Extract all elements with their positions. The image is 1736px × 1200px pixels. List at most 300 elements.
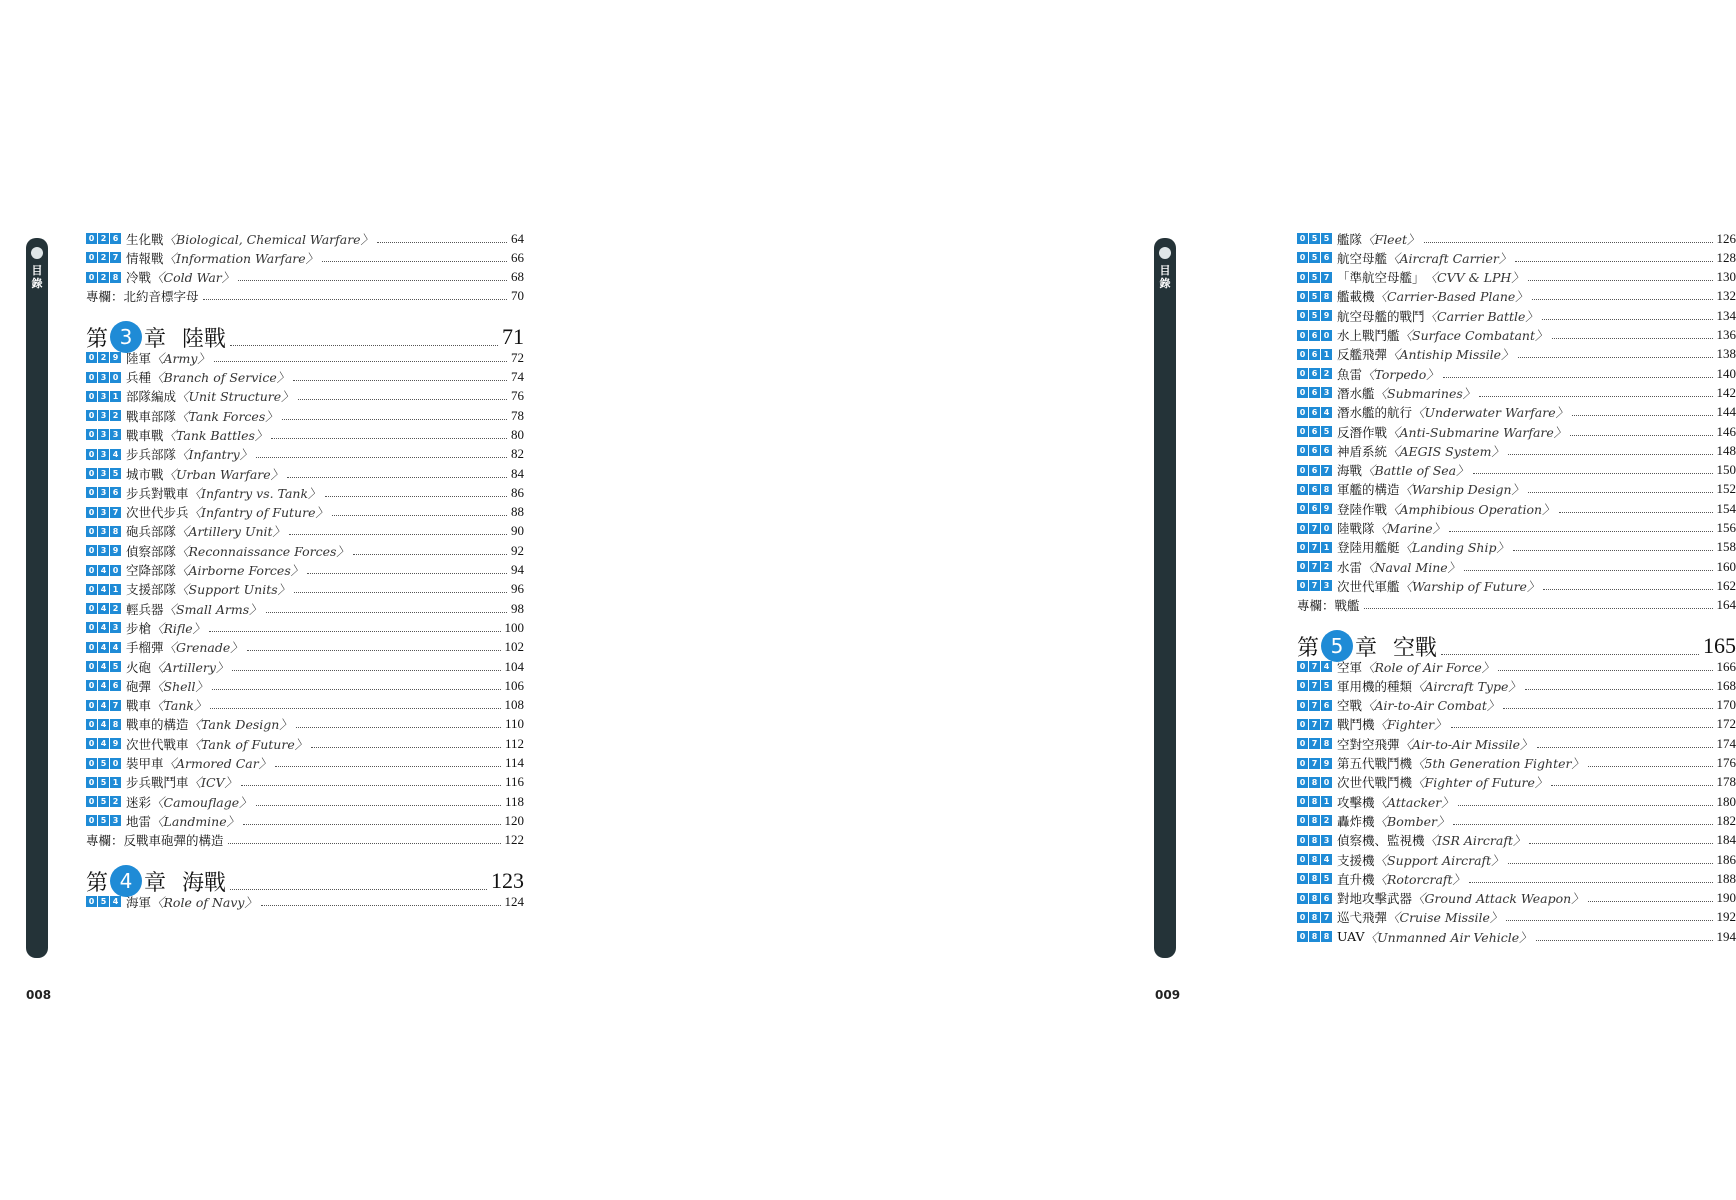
toc-entry[interactable] bbox=[1297, 715, 1736, 734]
entry-english-title: 〈Information Warfare〉 bbox=[163, 250, 319, 266]
entry-english-title: 〈Ground Attack Weapon〉 bbox=[1412, 891, 1584, 907]
entry-english-title: 〈Warship of Future〉 bbox=[1399, 578, 1540, 594]
entry-title: 登陸作戰 bbox=[1337, 501, 1388, 517]
entry-number-digit: 0 bbox=[86, 252, 97, 263]
entry-number-digit: 1 bbox=[110, 584, 121, 595]
entry-number-digit: 0 bbox=[86, 758, 97, 769]
leader-dots bbox=[230, 888, 487, 890]
entry-number-digit: 0 bbox=[1321, 330, 1332, 341]
entry-number-digit: 7 bbox=[1309, 580, 1320, 591]
entry-number-badge bbox=[86, 565, 122, 576]
entry-page-number: 90 bbox=[511, 523, 524, 539]
leader-dots bbox=[332, 514, 507, 516]
entry-number-badge bbox=[86, 777, 122, 788]
entry-page-number: 82 bbox=[511, 446, 524, 462]
entry-number-digit: 3 bbox=[98, 526, 109, 537]
toc-entry[interactable] bbox=[86, 773, 524, 792]
entry-english-title: 〈AEGIS System〉 bbox=[1387, 443, 1504, 459]
toc-entry[interactable] bbox=[1297, 657, 1736, 676]
entry-english-title: 〈Fleet〉 bbox=[1362, 231, 1420, 247]
chapter-prefix: 第 bbox=[86, 326, 109, 352]
entry-number-badge bbox=[1297, 758, 1333, 769]
entry-number-badge bbox=[86, 468, 122, 479]
toc-entry[interactable] bbox=[1297, 499, 1736, 518]
entry-title: 專欄：反戰車砲彈的構造 bbox=[86, 833, 224, 849]
chapter-page-number: 165 bbox=[1703, 633, 1736, 658]
toc-entry[interactable] bbox=[86, 268, 524, 287]
entry-number-digit: 8 bbox=[1309, 796, 1320, 807]
toc-entry[interactable] bbox=[1297, 441, 1736, 460]
entry-title: 反艦飛彈 bbox=[1337, 347, 1388, 363]
toc-entry[interactable] bbox=[1297, 480, 1736, 499]
toc-entry[interactable] bbox=[86, 541, 524, 560]
entry-number-digit: 0 bbox=[1297, 465, 1308, 476]
entry-number-badge bbox=[1297, 407, 1333, 418]
entry-title: 攻擊機 bbox=[1337, 794, 1375, 810]
entry-number-digit: 0 bbox=[1297, 873, 1308, 884]
entry-number-digit: 2 bbox=[110, 603, 121, 614]
entry-english-title: 〈Support Aircraft〉 bbox=[1374, 852, 1504, 868]
toc-entry[interactable] bbox=[1297, 287, 1736, 306]
entry-number-digit: 0 bbox=[1297, 931, 1308, 942]
entry-number-digit: 8 bbox=[1309, 931, 1320, 942]
entry-number-digit: 8 bbox=[1309, 777, 1320, 788]
toc-entry[interactable] bbox=[86, 754, 524, 773]
entry-number-digit: 8 bbox=[1321, 931, 1332, 942]
entry-number-digit: 6 bbox=[1309, 368, 1320, 379]
entry-number-digit: 8 bbox=[1309, 912, 1320, 923]
entry-number-digit: 1 bbox=[1321, 349, 1332, 360]
entry-number-badge bbox=[1297, 561, 1333, 572]
entry-title: 空對空飛彈 bbox=[1337, 736, 1400, 752]
leader-dots bbox=[1506, 919, 1712, 921]
entry-number-badge bbox=[86, 545, 122, 556]
toc-entry[interactable] bbox=[86, 561, 524, 580]
entry-page-number: 98 bbox=[511, 600, 524, 616]
entry-title: 轟炸機 bbox=[1337, 813, 1375, 829]
entry-number-badge bbox=[1297, 912, 1333, 923]
entry-number-digit: 3 bbox=[110, 815, 121, 826]
toc-entry[interactable] bbox=[86, 792, 524, 811]
entry-page-number: 174 bbox=[1716, 735, 1736, 751]
toc-entry[interactable] bbox=[86, 734, 524, 753]
entry-number-digit: 0 bbox=[86, 487, 97, 498]
entry-english-title: 〈ISR Aircraft〉 bbox=[1424, 833, 1526, 849]
entry-page-number: 160 bbox=[1716, 558, 1736, 574]
leader-dots bbox=[1537, 746, 1713, 748]
toc-entry[interactable] bbox=[86, 522, 524, 541]
toc-entry[interactable] bbox=[1297, 403, 1736, 422]
entry-number-digit: 0 bbox=[1297, 719, 1308, 730]
toc-entry[interactable] bbox=[1297, 326, 1736, 345]
entry-number-digit: 7 bbox=[1309, 542, 1320, 553]
entry-number-badge bbox=[86, 622, 122, 633]
entry-title: 空降部隊 bbox=[126, 563, 177, 578]
entry-number-digit: 0 bbox=[1297, 561, 1308, 572]
entry-number-digit: 0 bbox=[1297, 349, 1308, 360]
entry-number-digit: 0 bbox=[86, 700, 97, 711]
entry-title: 戰車 bbox=[126, 698, 152, 714]
toc-entry[interactable] bbox=[86, 657, 524, 676]
entry-title: 艦載機 bbox=[1337, 289, 1375, 305]
chapter-suffix: 章 bbox=[1355, 635, 1378, 661]
entry-title: 水上戰鬥艦 bbox=[1337, 328, 1400, 343]
entry-number-digit: 0 bbox=[1297, 233, 1308, 244]
entry-number-badge bbox=[1297, 777, 1333, 788]
entry-page-number: 142 bbox=[1716, 384, 1736, 400]
entry-title: UAV bbox=[1337, 929, 1365, 945]
toc-entry[interactable] bbox=[1297, 268, 1736, 287]
leader-dots bbox=[1498, 669, 1712, 671]
entry-number-digit: 8 bbox=[1309, 815, 1320, 826]
entry-number-digit: 4 bbox=[1321, 854, 1332, 865]
entry-number-badge bbox=[1297, 523, 1333, 534]
entry-english-title: 〈Grenade〉 bbox=[163, 640, 243, 656]
entry-number-badge bbox=[1297, 484, 1333, 495]
entry-page-number: 72 bbox=[511, 349, 524, 365]
entry-number-digit: 2 bbox=[1321, 368, 1332, 379]
leader-dots bbox=[1588, 765, 1713, 767]
toc-entry[interactable] bbox=[1297, 306, 1736, 325]
entry-page-number: 182 bbox=[1716, 812, 1736, 828]
leader-dots bbox=[1458, 804, 1713, 806]
toc-entry[interactable] bbox=[86, 387, 524, 406]
entry-page-number: 86 bbox=[511, 484, 524, 500]
leader-dots bbox=[1451, 726, 1713, 728]
entry-number-digit: 4 bbox=[1321, 407, 1332, 418]
chapter-number-badge: 4 bbox=[110, 865, 142, 897]
entry-title: 步兵戰鬥車 bbox=[126, 775, 189, 791]
entry-number-digit: 0 bbox=[86, 680, 97, 691]
entry-number-digit: 0 bbox=[86, 815, 97, 826]
entry-number-digit: 4 bbox=[98, 680, 109, 691]
entry-number-badge bbox=[1297, 503, 1333, 514]
entry-title: 砲彈 bbox=[126, 678, 152, 694]
toc-entry[interactable] bbox=[86, 464, 524, 483]
leader-dots bbox=[296, 726, 501, 728]
toc-entry[interactable] bbox=[1297, 773, 1736, 792]
entry-english-title: 〈Battle of Sea〉 bbox=[1362, 463, 1469, 479]
entry-number-digit: 9 bbox=[110, 738, 121, 749]
toc-entry[interactable] bbox=[86, 348, 524, 367]
entry-page-number: 74 bbox=[511, 369, 524, 384]
entry-number-badge bbox=[86, 642, 122, 653]
entry-title: 砲兵部隊 bbox=[126, 524, 177, 540]
entry-number-digit: 7 bbox=[1309, 719, 1320, 730]
toc-entry[interactable] bbox=[1297, 461, 1736, 480]
toc-entry[interactable] bbox=[86, 696, 524, 715]
entry-number-badge bbox=[1297, 291, 1333, 302]
toc-entry[interactable] bbox=[1297, 869, 1736, 888]
entry-english-title: 〈Marine〉 bbox=[1374, 521, 1446, 536]
toc-entry[interactable] bbox=[86, 831, 524, 850]
entry-page-number: 126 bbox=[1716, 230, 1736, 246]
entry-number-badge bbox=[1297, 835, 1333, 846]
entry-title: 海戰 bbox=[1337, 463, 1363, 479]
entry-number-badge bbox=[86, 680, 122, 691]
entry-number-digit: 8 bbox=[110, 719, 121, 730]
entry-page-number: 92 bbox=[511, 542, 524, 558]
entry-number-digit: 5 bbox=[1321, 680, 1332, 691]
entry-number-digit: 6 bbox=[110, 680, 121, 691]
entry-title: 支援機 bbox=[1337, 852, 1375, 868]
entry-title: 生化戰 bbox=[126, 231, 164, 247]
toc-entry[interactable] bbox=[86, 248, 524, 267]
side-tab-toc bbox=[1154, 238, 1176, 958]
entry-number-digit: 3 bbox=[1321, 835, 1332, 846]
entry-page-number: 158 bbox=[1716, 539, 1736, 555]
toc-entry[interactable] bbox=[1297, 422, 1736, 441]
toc-entry[interactable] bbox=[86, 368, 524, 387]
entry-title: 迷彩 bbox=[126, 794, 152, 810]
leader-dots bbox=[282, 418, 507, 420]
toc-entry[interactable] bbox=[1297, 519, 1736, 538]
side-tab-dot-icon bbox=[31, 247, 43, 259]
toc-entry[interactable] bbox=[1297, 754, 1736, 773]
entry-title: 空戰 bbox=[1337, 698, 1363, 714]
entry-number-digit: 0 bbox=[1297, 426, 1308, 437]
leader-dots bbox=[1551, 784, 1712, 786]
right-page bbox=[600, 0, 1736, 1200]
toc-entry[interactable] bbox=[1297, 383, 1736, 402]
entry-english-title: 〈Infantry vs. Tank〉 bbox=[188, 485, 321, 501]
entry-page-number: 88 bbox=[511, 504, 524, 520]
entry-number-digit: 0 bbox=[86, 661, 97, 672]
entry-number-digit: 6 bbox=[1309, 349, 1320, 360]
entry-number-digit: 9 bbox=[1321, 503, 1332, 514]
entry-number-digit: 0 bbox=[1297, 661, 1308, 672]
entry-page-number: 146 bbox=[1716, 423, 1736, 439]
entry-title: 魚雷 bbox=[1337, 366, 1363, 382]
entry-number-badge bbox=[86, 449, 122, 460]
entry-number-digit: 8 bbox=[1321, 291, 1332, 302]
entry-number-badge bbox=[1297, 854, 1333, 865]
entry-number-badge bbox=[86, 700, 122, 711]
entry-number-digit: 6 bbox=[1321, 700, 1332, 711]
entry-page-number: 116 bbox=[504, 774, 524, 790]
entry-title: 次世代軍艦 bbox=[1337, 578, 1400, 594]
leader-dots bbox=[203, 298, 507, 300]
entry-number-digit: 0 bbox=[1297, 893, 1308, 904]
toc-entry[interactable] bbox=[1297, 538, 1736, 557]
entry-english-title: 〈Role of Air Force〉 bbox=[1362, 659, 1495, 675]
entry-number-digit: 7 bbox=[1309, 738, 1320, 749]
entry-number-badge bbox=[1297, 738, 1333, 749]
entry-title: 艦隊 bbox=[1337, 231, 1363, 247]
entry-number-digit: 2 bbox=[110, 410, 121, 421]
entry-number-digit: 0 bbox=[1297, 758, 1308, 769]
entry-title: 直升機 bbox=[1337, 871, 1375, 887]
entry-number-digit: 0 bbox=[86, 738, 97, 749]
toc-entry[interactable] bbox=[86, 638, 524, 657]
entry-page-number: 104 bbox=[504, 658, 524, 674]
entry-number-digit: 0 bbox=[1297, 445, 1308, 456]
entry-number-digit: 7 bbox=[1309, 561, 1320, 572]
entry-number-digit: 3 bbox=[98, 507, 109, 518]
leader-dots bbox=[210, 707, 500, 709]
chapter-page-number: 71 bbox=[502, 324, 524, 350]
entry-page-number: 190 bbox=[1716, 890, 1736, 906]
toc-entry[interactable] bbox=[1297, 248, 1736, 267]
entry-number-digit: 4 bbox=[1321, 661, 1332, 672]
entry-english-title: 〈Unmanned Air Vehicle〉 bbox=[1364, 929, 1532, 945]
toc-entry[interactable] bbox=[86, 580, 524, 599]
entry-number-badge bbox=[1297, 680, 1333, 691]
entry-number-badge bbox=[86, 738, 122, 749]
entry-number-digit: 0 bbox=[86, 352, 97, 363]
entry-page-number: 68 bbox=[511, 269, 524, 285]
entry-page-number: 76 bbox=[511, 388, 524, 404]
entry-page-number: 108 bbox=[504, 697, 524, 713]
leader-dots bbox=[212, 688, 500, 690]
entry-english-title: 〈Biological, Chemical Warfare〉 bbox=[163, 231, 374, 247]
entry-page-number: 114 bbox=[504, 755, 524, 770]
toc-entry[interactable] bbox=[1297, 364, 1736, 383]
toc-entry[interactable] bbox=[1297, 557, 1736, 576]
toc-entry[interactable] bbox=[1297, 908, 1736, 927]
entry-number-digit: 5 bbox=[1309, 272, 1320, 283]
entry-number-digit: 8 bbox=[1309, 893, 1320, 904]
toc-entry[interactable] bbox=[86, 229, 524, 248]
entry-page-number: 150 bbox=[1716, 462, 1736, 478]
entry-title: 火砲 bbox=[126, 659, 152, 675]
leader-dots bbox=[1441, 653, 1699, 655]
toc-entry[interactable] bbox=[86, 445, 524, 464]
entry-title: 戰車戰 bbox=[126, 427, 164, 443]
entry-number-digit: 0 bbox=[86, 233, 97, 244]
entry-english-title: 〈Tank of Future〉 bbox=[188, 736, 308, 752]
toc-entry[interactable] bbox=[86, 425, 524, 444]
entry-title: 神盾系統 bbox=[1337, 443, 1388, 459]
entry-number-badge bbox=[86, 815, 122, 826]
page-number-left: 008 bbox=[26, 988, 52, 1002]
entry-number-badge bbox=[1297, 796, 1333, 807]
entry-english-title: 〈Air-to-Air Combat〉 bbox=[1362, 698, 1500, 714]
entry-number-digit: 7 bbox=[110, 507, 121, 518]
entry-english-title: 〈Naval Mine〉 bbox=[1362, 559, 1461, 575]
entry-number-badge bbox=[1297, 931, 1333, 942]
toc-entry[interactable] bbox=[86, 483, 524, 502]
toc-entry[interactable] bbox=[1297, 927, 1736, 946]
leader-dots bbox=[307, 572, 507, 574]
entry-page-number: 156 bbox=[1716, 520, 1736, 535]
toc-entry[interactable] bbox=[86, 676, 524, 695]
entry-number-digit: 3 bbox=[98, 372, 109, 383]
toc-entry[interactable] bbox=[1297, 676, 1736, 695]
leader-dots bbox=[1570, 434, 1712, 436]
entry-number-badge bbox=[1297, 233, 1333, 244]
entry-number-digit: 0 bbox=[1297, 777, 1308, 788]
entry-page-number: 152 bbox=[1716, 481, 1736, 497]
leader-dots bbox=[1464, 569, 1712, 571]
entry-english-title: 〈Warship Design〉 bbox=[1399, 482, 1525, 498]
toc-entry[interactable] bbox=[86, 715, 524, 734]
toc-entry[interactable] bbox=[86, 892, 524, 911]
chapter-title: 陸戰 bbox=[182, 326, 227, 352]
entry-number-digit: 0 bbox=[1321, 523, 1332, 534]
entry-page-number: 180 bbox=[1716, 793, 1736, 809]
toc-entry[interactable] bbox=[1297, 889, 1736, 908]
toc-entry[interactable] bbox=[86, 811, 524, 830]
entry-number-digit: 7 bbox=[1309, 758, 1320, 769]
entry-title: 潛水艦 bbox=[1337, 385, 1375, 401]
entry-number-digit: 0 bbox=[1297, 542, 1308, 553]
entry-english-title: 〈Reconnaissance Forces〉 bbox=[176, 543, 349, 559]
entry-number-badge bbox=[86, 896, 122, 907]
chapter-prefix: 第 bbox=[1297, 635, 1320, 661]
entry-title: 地雷 bbox=[126, 813, 152, 829]
entry-english-title: 〈Underwater Warfare〉 bbox=[1412, 405, 1569, 421]
entry-title: 冷戰 bbox=[126, 270, 152, 286]
toc-entry[interactable] bbox=[1297, 831, 1736, 850]
entry-page-number: 154 bbox=[1716, 500, 1736, 516]
entry-english-title: 〈Anti-Submarine Warfare〉 bbox=[1387, 424, 1567, 440]
entry-page-number: 100 bbox=[504, 619, 524, 635]
entry-number-digit: 0 bbox=[1297, 503, 1308, 514]
entry-number-digit: 9 bbox=[1321, 310, 1332, 321]
entry-number-digit: 0 bbox=[1297, 310, 1308, 321]
entry-english-title: 〈Aircraft Carrier〉 bbox=[1387, 250, 1512, 266]
entry-number-digit: 4 bbox=[98, 622, 109, 633]
toc-entry[interactable] bbox=[86, 287, 524, 306]
toc-entry[interactable] bbox=[1297, 734, 1736, 753]
entry-number-digit: 2 bbox=[98, 352, 109, 363]
entry-number-digit: 6 bbox=[1309, 330, 1320, 341]
entry-english-title: 〈Infantry〉 bbox=[176, 447, 253, 463]
entry-english-title: 〈ICV〉 bbox=[188, 775, 238, 791]
entry-number-badge bbox=[1297, 272, 1333, 283]
entry-number-digit: 6 bbox=[1309, 426, 1320, 437]
entry-number-digit: 5 bbox=[1309, 233, 1320, 244]
entry-number-badge bbox=[86, 719, 122, 730]
toc-entry[interactable] bbox=[86, 503, 524, 522]
entry-number-digit: 6 bbox=[1309, 484, 1320, 495]
entry-number-digit: 7 bbox=[1321, 272, 1332, 283]
toc-entry[interactable] bbox=[1297, 696, 1736, 715]
toc-entry[interactable] bbox=[1297, 229, 1736, 248]
toc-entry[interactable] bbox=[1297, 345, 1736, 364]
entry-page-number: 122 bbox=[504, 832, 524, 848]
entry-title: 對地攻擊武器 bbox=[1337, 891, 1413, 907]
entry-number-digit: 3 bbox=[1321, 387, 1332, 398]
entry-title: 次世代戰鬥機 bbox=[1337, 775, 1413, 791]
entry-page-number: 130 bbox=[1716, 269, 1736, 285]
leader-dots bbox=[1424, 241, 1713, 243]
toc-entry[interactable] bbox=[86, 406, 524, 425]
leader-dots bbox=[1479, 395, 1712, 397]
entry-number-badge bbox=[1297, 426, 1333, 437]
entry-number-digit: 0 bbox=[86, 372, 97, 383]
entry-title: 水雷 bbox=[1337, 559, 1363, 575]
entry-number-digit: 4 bbox=[98, 565, 109, 576]
toc-entry[interactable] bbox=[86, 618, 524, 637]
leader-dots bbox=[1588, 900, 1713, 902]
toc-entry[interactable] bbox=[1297, 811, 1736, 830]
toc-entry[interactable] bbox=[1297, 576, 1736, 595]
entry-page-number: 78 bbox=[511, 407, 524, 423]
chapter-number-badge: 3 bbox=[110, 321, 142, 353]
toc-entry[interactable] bbox=[1297, 850, 1736, 869]
entry-number-digit: 2 bbox=[1321, 561, 1332, 572]
toc-entry[interactable] bbox=[86, 599, 524, 618]
entry-number-digit: 2 bbox=[98, 272, 109, 283]
entry-number-digit: 5 bbox=[98, 896, 109, 907]
entry-number-digit: 6 bbox=[1309, 387, 1320, 398]
entry-number-digit: 6 bbox=[1321, 252, 1332, 263]
toc-entry[interactable] bbox=[1297, 596, 1736, 615]
entry-number-digit: 0 bbox=[1297, 252, 1308, 263]
toc-entry[interactable] bbox=[1297, 792, 1736, 811]
